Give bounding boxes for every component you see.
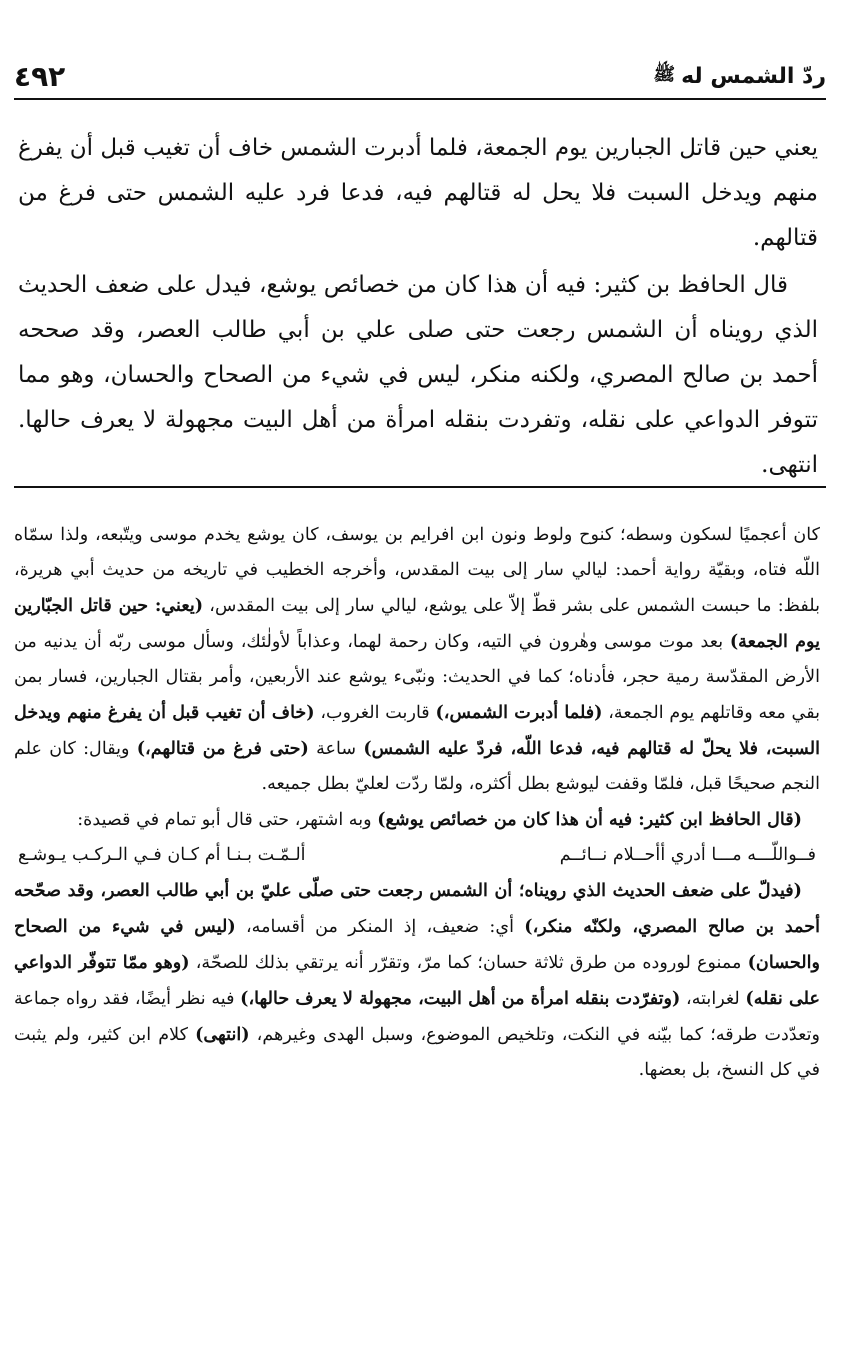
footnote-separator [14,486,826,488]
commentary-text-run: ساعة [308,739,364,759]
quoted-phrase: (يعني: حين قاتل الجبّارين يوم الجمعة) [14,595,820,652]
verse-first-hemistich: فــواللّـــه مـــا أدري أأحــلام نــائــم [559,845,816,865]
commentary-text-run: وبه اشتهر، حتى قال أبو تمام في قصيدة: [77,810,378,830]
quoted-phrase: (قال الحافظ ابن كثير: فيه أن هذا كان من خصائص يوشع) [377,809,802,830]
quoted-phrase: (فلما أدبرت الشمس،) [435,702,603,723]
poetry-verse [14,838,820,873]
quoted-phrase: (خاف أن تغيب قبل أن يفرغ منهم ويدخل السبت، فلا يحلّ له قتالهم فيه، فدعا اللّه، فردّ عليه الشمس) [14,702,820,759]
commentary-text-run: كلام ابن كثير، ولم يثبت في كل النسخ، بل بعضها. [14,1025,820,1080]
commentary-text-run: كان أعجميًا لسكون وسطه؛ كنوح ولوط ونون ابن افرايم بن يوسف، كان يوشع يخدم موسى ويتّبعه، ولذا سمّاه اللّه فتاه، وبقيّة رواية أحمد: ليالي سار إلى بيت المقدس، وأخرجه الخطيب في تاريخه من حديث أبي هريرة، بلفظ: ما حبست الشمس على بشر قطّ إلاّ على يوشع، ليالي سار إلى بيت المقدس، [14,525,820,616]
commentary-text-run: أي: ضعيف، إذ المنكر من أقسامه، [235,917,525,937]
commentary-text-run: لغرابته، [680,989,746,1009]
commentary-text-run: قاربت الغروب، [314,703,436,723]
commentary-paragraph [14,518,820,802]
honorific-glyph: ﷺ [653,64,676,85]
commentary-text-run: بعد موت موسى وهٰرون في التيه، وكان رحمة لهما، وعذاباً لأولٰئك، وسأل موسى ربّه أن يدنيه من الأرض المقدّسة رمية حجر، فأدناه؛ كما في الحديث: ونبّىء يوشع عند الأربعين، وأمر بقتال الجبارين، فسار بمن بقي معه وقاتلهم يوم الجمعة، [14,632,821,723]
quoted-phrase: (فيدلّ على ضعف الحديث الذي رويناه؛ أن الشمس رجعت حتى صلّى عليّ بن أبي طالب العصر، وقد صحّحه أحمد بن صالح المصري، ولكنّه منكر،) [14,880,820,937]
quoted-phrase: (وتفرّدت بنقله امرأة من أهل البيت، مجهولة لا يعرف حالها،) [240,988,681,1009]
quoted-phrase: (حتى فرغ من قتالهم،) [136,738,309,759]
commentary-paragraph [14,873,820,1088]
commentary-text-run: ويقال: كان علم النجم صحيحًا قبل، فلمّا وقفت ليوشع بطل أكثره، ولمّا ردّت لعليّ بطل جميعه. [14,739,820,794]
commentary-text-run: فيه نظر أيضًا، فقد رواه جماعة وتعدّدت طرقه؛ كما بيّنه في النكت، وتلخيص الموضوع، وسبل الهدى وغيرهم، [14,989,820,1045]
commentary-paragraph [14,802,820,838]
commentary-text [14,518,820,1088]
commentary-text-run: ممنوع لوروده من طرق ثلاثة حسان؛ كما مرّ، وتقرّر أنه يرتقي بذلك للصحّة، [189,953,748,973]
running-title [653,63,826,89]
main-paragraph: يعني حين قاتل الجبارين يوم الجمعة، فلما أدبرت الشمس خاف أن تغيب قبل أن يفرغ منهم ويدخل السبت فلا يحل له قتالهم فيه، فدعا فرد عليه الشمس حتى فرغ من قتالهم. [18,135,818,251]
quoted-phrase: (وهو ممّا تتوفّر الدواعي على نقله) [14,952,820,1009]
quoted-phrase: (ليس في شيء من الصحاح والحسان) [14,916,821,973]
page-header [14,54,826,100]
verse-second-hemistich: ألـمّـت بـنـا أم كـان فـي الـركـب يـوشـع [18,845,306,865]
main-paragraph: قال الحافظ بن كثير: فيه أن هذا كان من خصائص يوشع، فيدل على ضعف الحديث الذي رويناه أن الشمس رجعت حتى صلى علي بن أبي طالب العصر، وقد صححه أحمد بن صالح المصري، ولكنه منكر، ليس في شيء من الصحاح والحسان، وهو مما تتوفر الدواعي على نقله، وتفردت بنقله امرأة من أهل البيت مجهولة لا يعرف حالها. انتهى. [18,272,818,478]
running-title-text: ردّ الشمس له [681,63,826,89]
page-number: ٤٩٢ [14,59,66,93]
main-text [18,126,818,488]
quoted-phrase: (انتهى) [195,1024,250,1045]
